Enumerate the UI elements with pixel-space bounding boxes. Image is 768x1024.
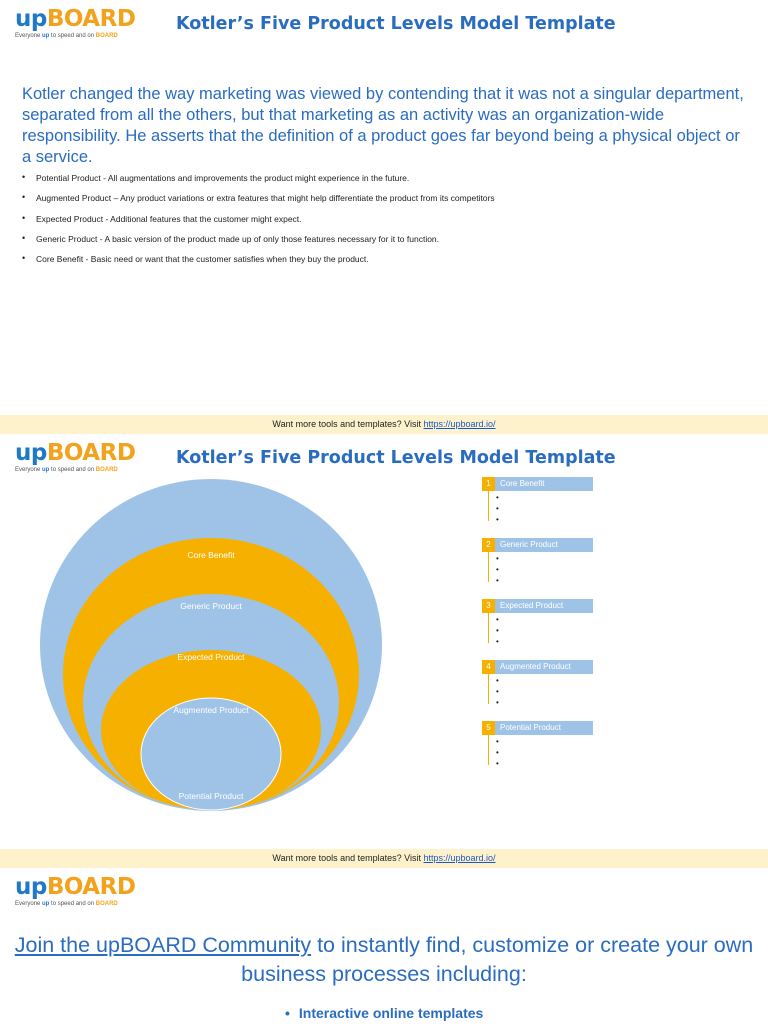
legend-connector (488, 674, 489, 704)
legend-bullets: • • • (496, 615, 499, 646)
list-item: • Generic Product - A basic version of the product made up of only those features necessary for it to function. (22, 234, 752, 254)
legend-bullets: • • • (496, 554, 499, 585)
promo-banner (0, 415, 768, 434)
list-item: • Potential Product - All augmentations and improvements the product might experience in the future. (22, 173, 752, 193)
legend-number: 3 (482, 599, 495, 613)
logo-tagline: Everyone up to speed and on BOARD (15, 467, 118, 473)
banner-text: Want more tools and templates? Visit (272, 419, 424, 429)
logo-board-text: BOARD (46, 440, 136, 466)
circle-label: Augmented Product (173, 705, 249, 715)
legend-label: Expected Product (500, 601, 564, 610)
legend-bullets: • • • (496, 493, 499, 524)
legend-label: Potential Product (500, 723, 561, 732)
legend-connector (488, 491, 489, 521)
community-cta (0, 931, 768, 989)
cta-text: to instantly find, customize or create your own business processes including: (241, 933, 754, 986)
legend-number: 1 (482, 477, 495, 491)
legend-connector (488, 613, 489, 643)
feature-list-item (285, 1005, 483, 1021)
legend-item (482, 660, 593, 707)
legend-item (482, 477, 593, 524)
upboard-logo (15, 442, 135, 473)
promo-banner (0, 849, 768, 868)
legend-number: 4 (482, 660, 495, 674)
logo-board-text: BOARD (46, 6, 136, 32)
circle-label: Core Benefit (187, 550, 235, 560)
upboard-logo (15, 876, 135, 907)
slide-title: Kotler’s Five Product Levels Model Template (176, 448, 616, 468)
circle-label: Potential Product (178, 791, 244, 801)
intro-paragraph: Kotler changed the way marketing was viewed by contending that it was not a singular department, separated from all the others, but that marketing as an activity was an organization-wide responsibility. He asserts that the definition of a product goes far beyond being a physical object or a service. (22, 85, 744, 166)
circle-label: Generic Product (180, 601, 242, 611)
bullet-dot: • (285, 1005, 290, 1021)
logo-up-text: up (15, 6, 47, 32)
product-levels-diagram (40, 478, 385, 813)
legend-item (482, 538, 593, 585)
legend-label: Core Benefit (500, 479, 545, 488)
logo-up-text: up (15, 874, 47, 900)
legend-bullets: • • • (496, 737, 499, 768)
join-community-link[interactable]: Join the upBOARD Community (14, 933, 312, 957)
legend-number: 2 (482, 538, 495, 552)
banner-text: Want more tools and templates? Visit (272, 853, 424, 863)
legend-item (482, 721, 593, 768)
logo-tagline: Everyone up to speed and on BOARD (15, 901, 118, 907)
list-item: • Expected Product - Additional features that the customer might expect. (22, 214, 752, 234)
upboard-logo (15, 8, 135, 39)
list-item: • Augmented Product – Any product variations or extra features that might help differentiate the product from its competitors (22, 193, 752, 213)
legend-label: Augmented Product (500, 662, 571, 671)
legend-item (482, 599, 593, 646)
upboard-link[interactable]: https://upboard.io/ (423, 419, 496, 429)
slide-title: Kotler’s Five Product Levels Model Template (176, 14, 616, 34)
feature-label: Interactive online templates (298, 1005, 484, 1021)
logo-up-text: up (15, 440, 47, 466)
slide-1 (0, 0, 768, 415)
slide-2 (0, 434, 768, 849)
legend-number: 5 (482, 721, 495, 735)
legend-connector (488, 735, 489, 765)
legend-connector (488, 552, 489, 582)
slide-3 (0, 868, 768, 1024)
upboard-link[interactable]: https://upboard.io/ (423, 853, 496, 863)
legend-bullets: • • • (496, 676, 499, 707)
circle-label: Expected Product (177, 652, 245, 662)
list-item: • Core Benefit - Basic need or want that the customer satisfies when they buy the product. (22, 254, 752, 274)
logo-tagline: Everyone up to speed and on BOARD (15, 33, 118, 39)
definition-list (22, 173, 752, 274)
legend-label: Generic Product (500, 540, 558, 549)
logo-board-text: BOARD (46, 874, 136, 900)
